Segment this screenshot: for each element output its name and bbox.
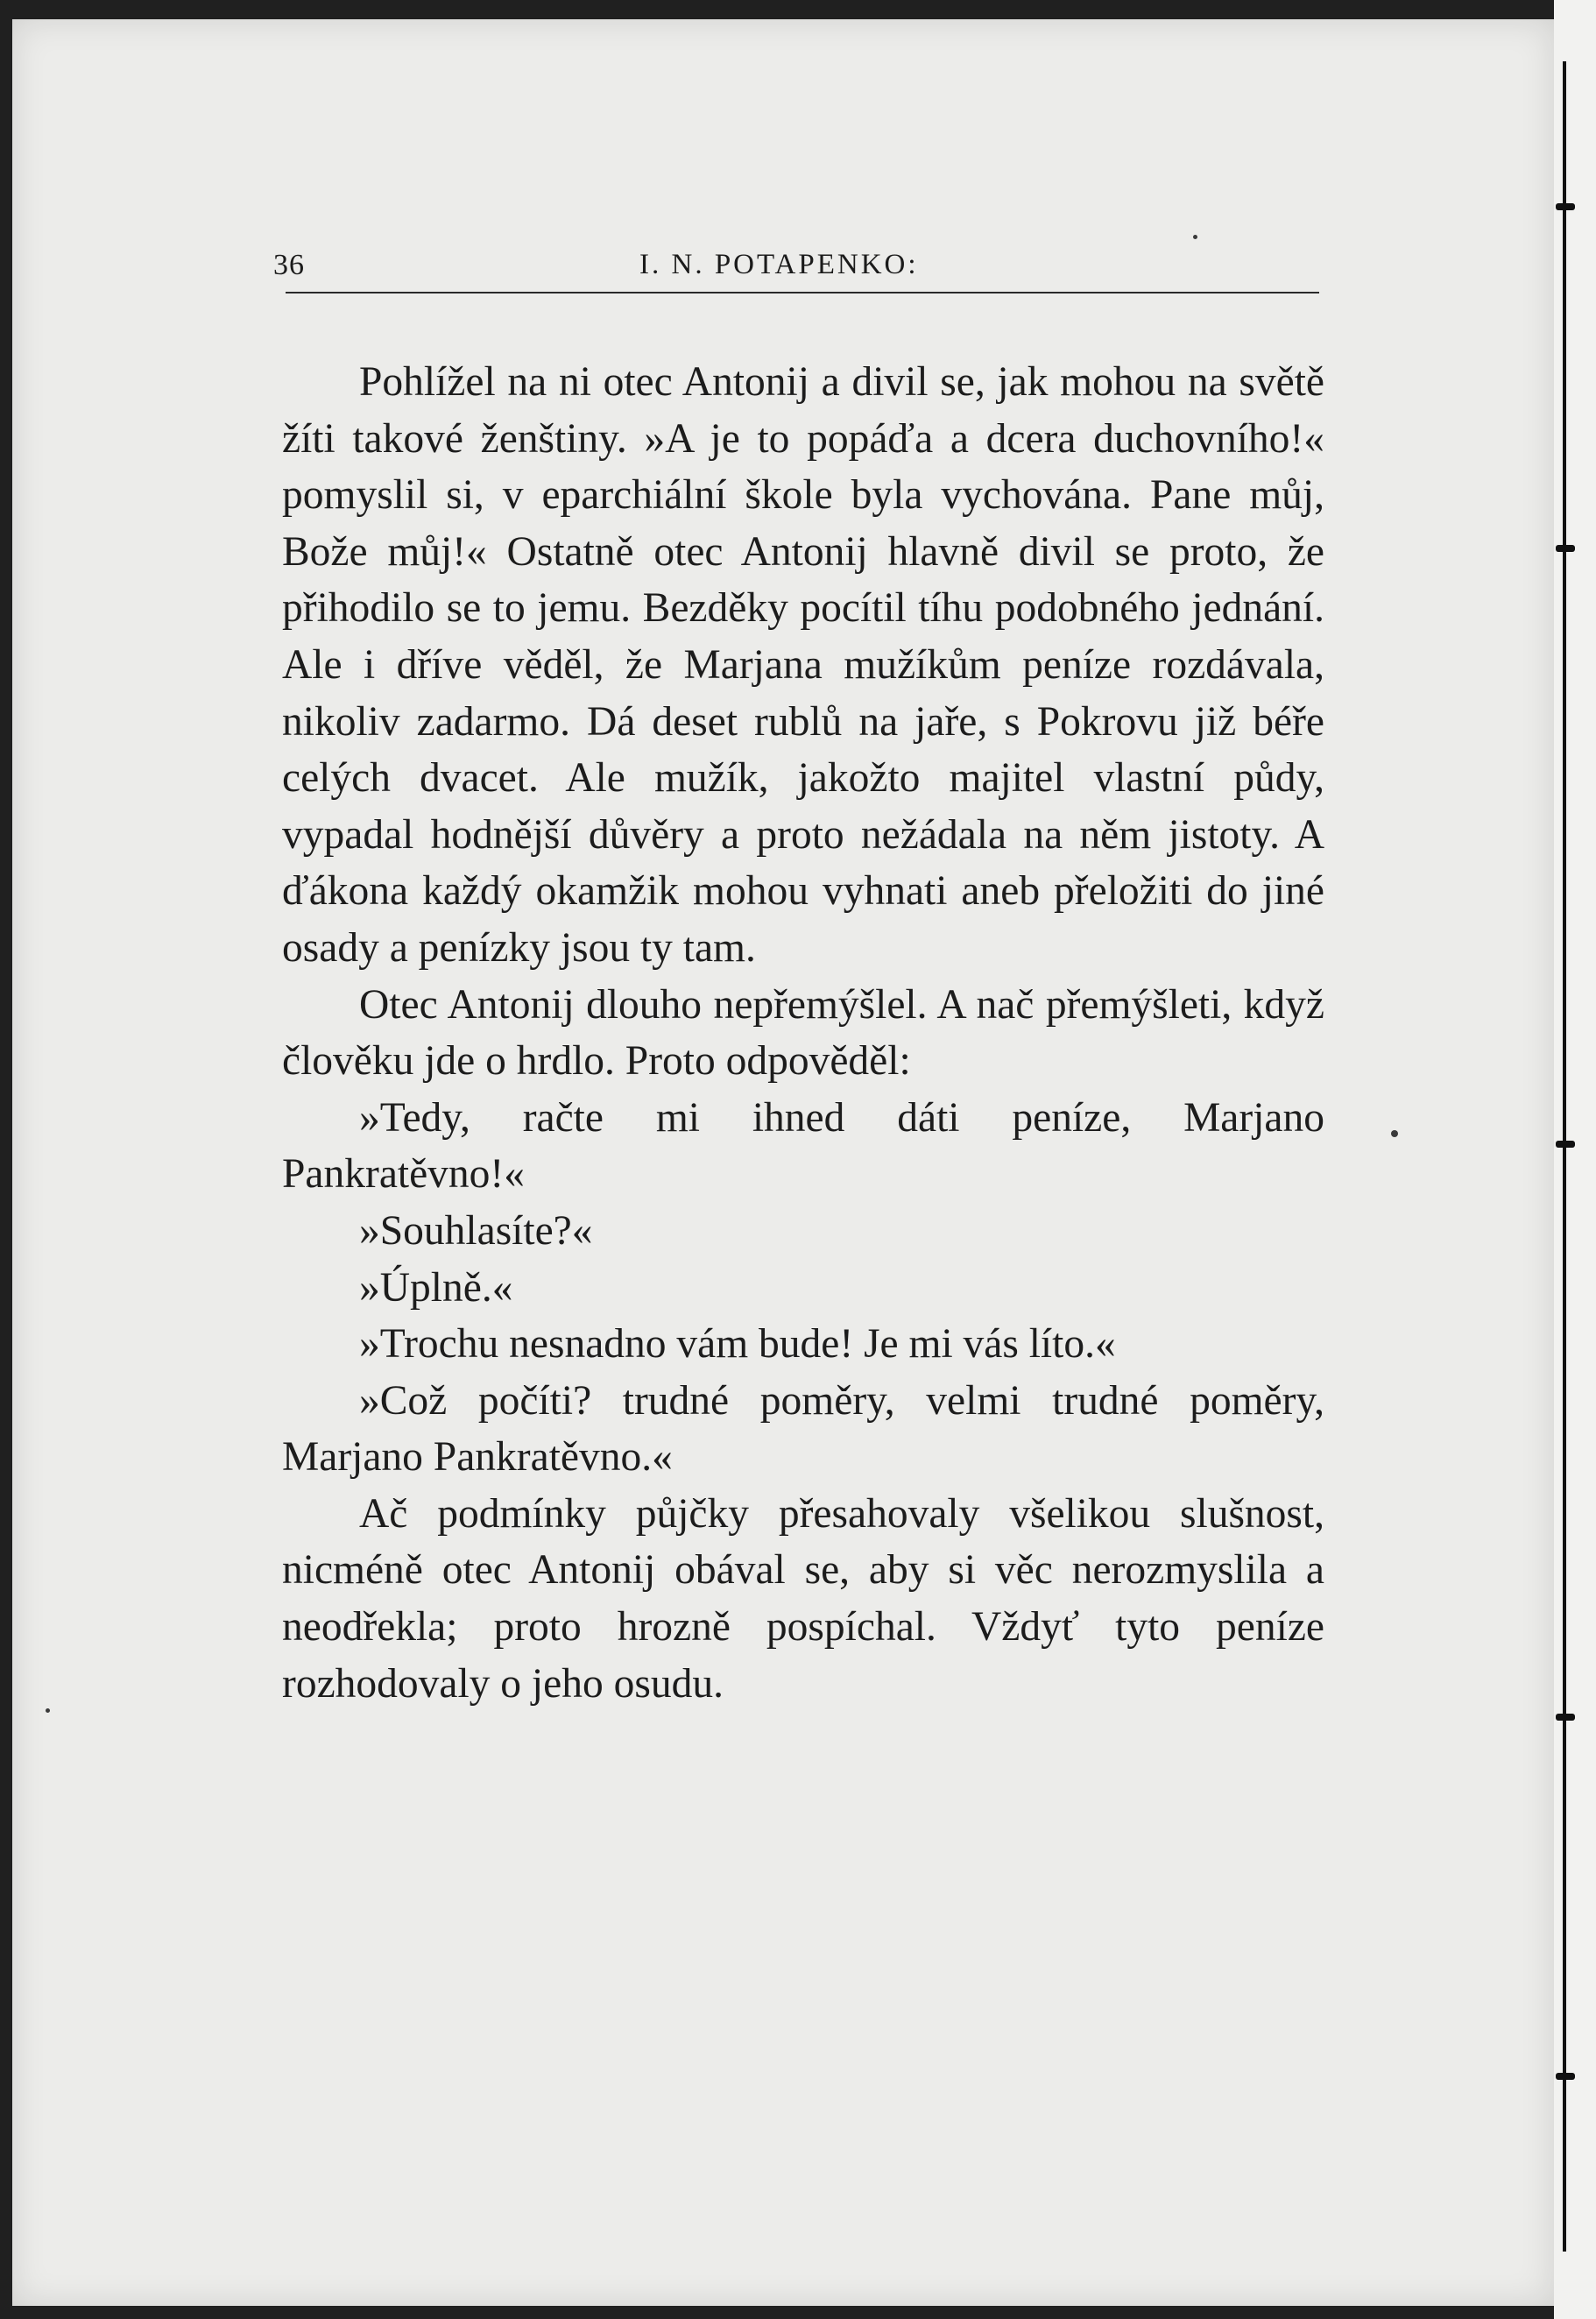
paragraph: »Úplně.« xyxy=(359,1264,513,1311)
edge-mark xyxy=(1556,2073,1575,2080)
paragraph: Ač podmínky půjčky přesahovaly všelikou slušnost, nicméně otec Antonij obával se, aby si věc nerozmyslila a neodřekla; proto hrozně pospíchal. Vždyť tyto peníze rozhodovaly o jeho osudu. xyxy=(282,1490,1324,1707)
scan-speck xyxy=(1391,1130,1398,1137)
page-edge-rule xyxy=(1563,61,1566,2252)
scan-speck xyxy=(46,1708,50,1713)
edge-mark xyxy=(1556,545,1575,552)
paragraph: »Trochu nesnadno vám bude! Je mi vás líto.« xyxy=(359,1321,1116,1368)
page-number: 36 xyxy=(273,249,305,281)
paragraph: »Tedy, račte mi ihned dáti peníze, Marjano Pankratěvno!« xyxy=(282,1094,1324,1198)
paragraph: Pohlížel na ni otec Antonij a divil se, jak mohou na světě žíti takové ženštiny. »A je to popáďa a dcera duchovního!« pomyslil si, v eparchiální škole byla vychována. Pane můj, Bože můj!« Ostatně otec Antonij hlavně divil se proto, že přihodilo se to jemu. Bezděky pocítil tíhu podobného jednání. Ale i dříve věděl, že Marjana mužíkům peníze rozdávala, nikoliv zadarmo. Dá deset rublů na jaře, s Pokrovu již béře celých dvacet. Ale mužík, jakožto majitel vlastní půdy, vypadal hodnější důvěry a proto nežádala na něm jistoty. A ďákona každý okamžik mohou vyhnati aneb přeložiti do jiné osady a penízky jsou ty tam. xyxy=(282,359,1324,971)
paragraph: »Souhlasíte?« xyxy=(359,1207,593,1254)
page-header xyxy=(273,240,1321,293)
running-head: I. N. POTAPENKO: xyxy=(639,249,919,280)
paragraph: Otec Antonij dlouho nepřemýšlel. A nač přemýšleti, když člověku jde o hrdlo. Proto odpověděl: xyxy=(282,981,1324,1085)
facing-page-edge xyxy=(1554,0,1596,2319)
scan-speck xyxy=(1193,235,1197,239)
edge-mark xyxy=(1556,1714,1575,1721)
header-rule xyxy=(286,292,1319,293)
edge-mark xyxy=(1556,1141,1575,1148)
body-text xyxy=(282,354,1324,1712)
edge-mark xyxy=(1556,203,1575,210)
paragraph: »Což počíti? trudné poměry, velmi trudné poměry, Marjano Pankratěvno.« xyxy=(282,1377,1324,1481)
